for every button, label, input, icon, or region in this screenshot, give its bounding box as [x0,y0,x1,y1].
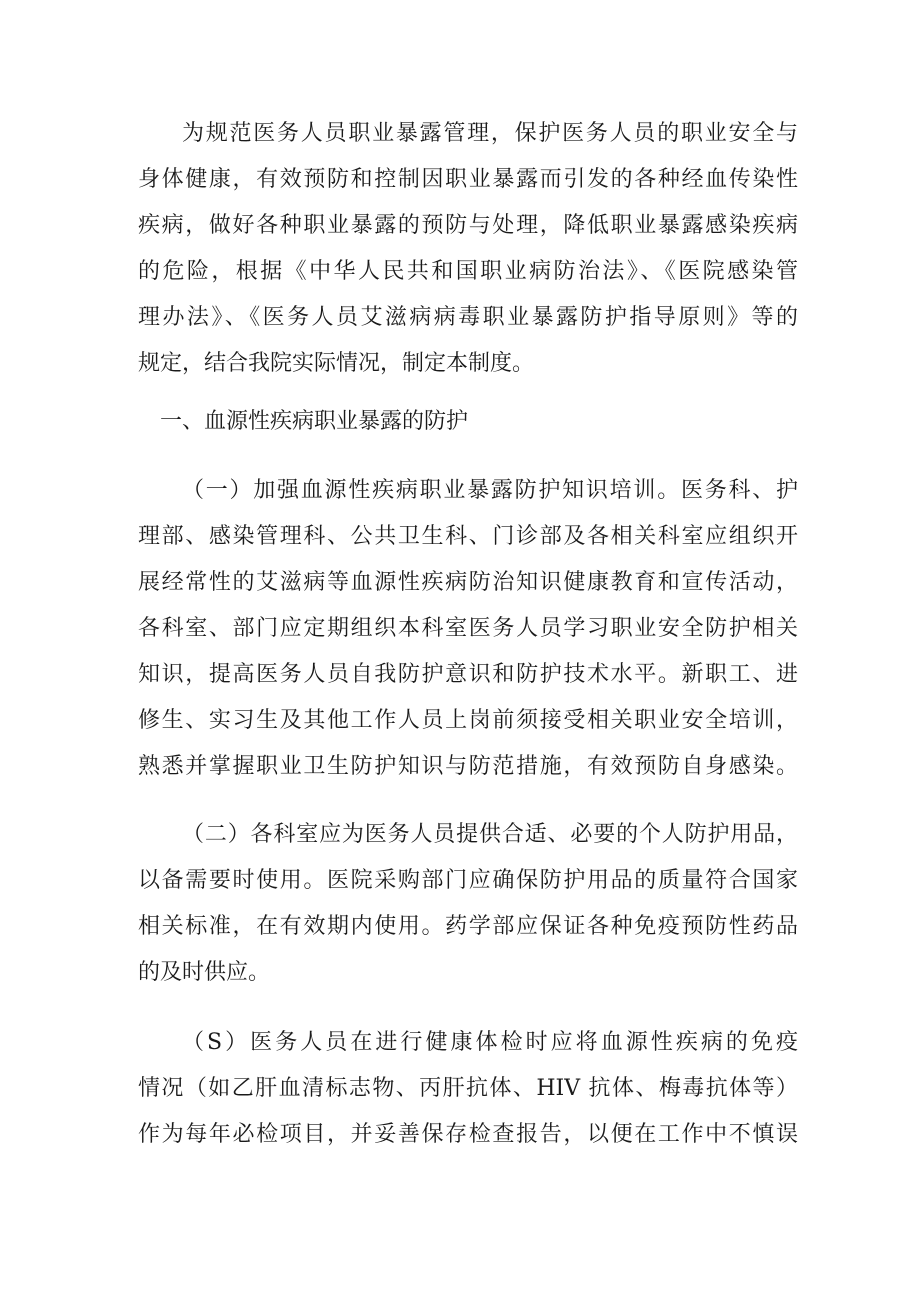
paragraph-intro-line-4: 的危险，根据《中华人民共和国职业病防治法》、《医院感染管 [138,259,798,284]
paragraph-intro-line-6: 规定，结合我院实际情况，制定本制度。 [138,351,535,376]
section-heading-1: 一、血源性疾病职业暴露的防护 [160,409,469,434]
paragraph-item2-line-3: 相关标准，在有效期内使用。药学部应保证各种免疫预防性药品 [138,914,798,939]
paragraph-item3-line-2: 情况（如乙肝血清标志物、丙肝抗体、HIV 抗体、梅毒抗体等） [138,1076,798,1101]
paragraph-intro-line-1: 为规范医务人员职业暴露管理，保护医务人员的职业安全与 [182,121,798,146]
paragraph-item1-line-2: 理部、感染管理科、公共卫生科、门诊部及各相关科室应组织开 [138,524,798,549]
paragraph-intro-line-2: 身体健康，有效预防和控制因职业暴露而引发的各种经血传染性 [138,167,798,192]
paragraph-item3-line-1: （S）医务人员在进行健康体检时应将血源性疾病的免疫 [182,1030,798,1055]
paragraph-item2-line-4: 的及时供应。 [138,960,271,985]
paragraph-intro-line-3: 疾病，做好各种职业暴露的预防与处理，降低职业暴露感染疾病 [138,213,798,238]
paragraph-item1-line-6: 修生、实习生及其他工作人员上岗前须接受相关职业安全培训， [138,708,798,733]
paragraph-item1-line-3: 展经常性的艾滋病等血源性疾病防治知识健康教育和宣传活动， [138,570,798,595]
paragraph-intro-line-5: 理办法》、《医务人员艾滋病病毒职业暴露防护指导原则》等的 [138,305,798,330]
paragraph-item1-line-1: （一）加强血源性疾病职业暴露防护知识培训。医务科、护 [182,478,798,503]
paragraph-item2-line-2: 以备需要时使用。医院采购部门应确保防护用品的质量符合国家 [138,868,798,893]
paragraph-item1-line-5: 知识，提高医务人员自我防护意识和防护技术水平。新职工、进 [138,662,798,687]
paragraph-item2-line-1: （二）各科室应为医务人员提供合适、必要的个人防护用品， [182,822,798,847]
paragraph-item1-line-4: 各科室、部门应定期组织本科室医务人员学习职业安全防护相关 [138,616,798,641]
paragraph-item3-line-3: 作为每年必检项目，并妥善保存检查报告，以便在工作中不慎误 [138,1122,798,1147]
paragraph-item1-line-7: 熟悉并掌握职业卫生防护知识与防范措施，有效预防自身感染。 [138,754,798,779]
